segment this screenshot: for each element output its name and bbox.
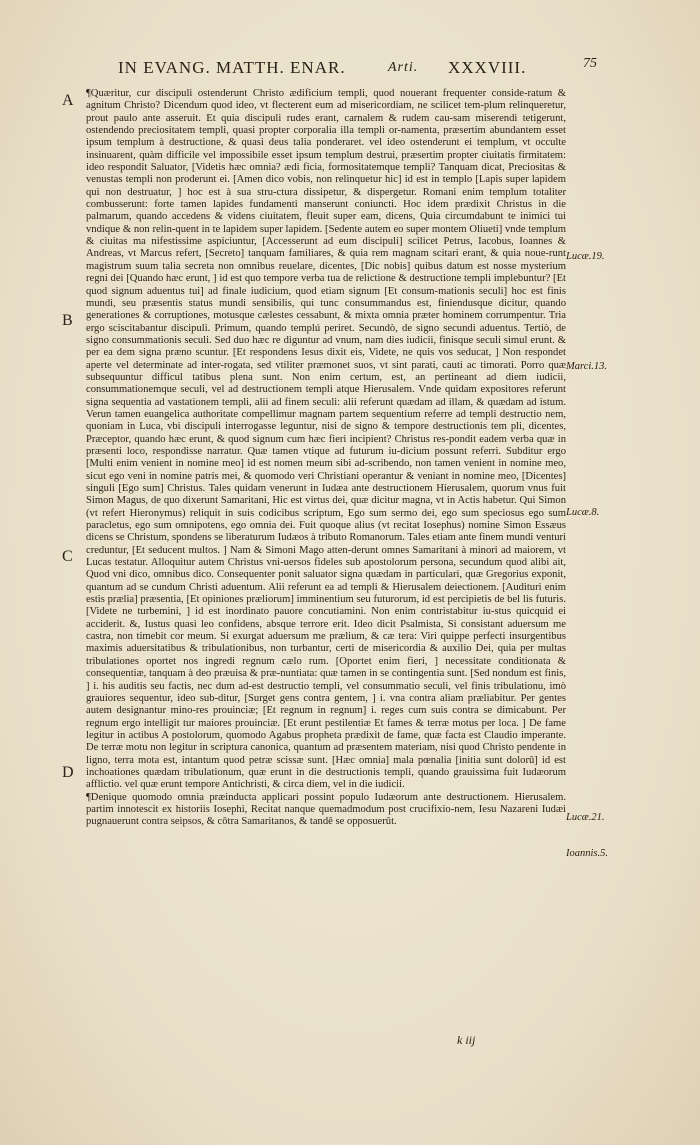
margin-reference: Ioannis.5.	[566, 848, 608, 859]
paragraph: ¶Quæritur, cur discipuli ostenderunt Christo ædificium templi, quod nouerant frequenter conside-ratum & agnitum Christo? Dicendum quod ideo, vt flecterent eum ad misericordiam, ne scilicet tem-plum relinqueretur, prout paulo ante asseruit. Et quia discipuli rudes erant, carnalem & rudem cau-sam miserendi tetigerunt, ostendendo preciositatem templi, quasi propter corporalia illa templi or-namenta, præsertim abundantem esset ipsum templum à destructione, & quasi deus talia ponderaret. vel ideo ostenderunt ei templum, vt occulte insinuarent, quàm difficile vel impossibile esset ipsum templum destrui, præsertim propter ciuitatis firmitatem: ideo respondit Saluator, [Videtis hæc omnia? ædi ficia, formositatemque templi? Tanquam dicat, Preciositas & venustas templi non proderunt ei. [Amen dico vobis, non relinquetur hic] id est in templo [Lapis super lapidem qui non destruatur, ] hoc est à sua stru-ctura dissipetur, & dispergetur. Romani enim templum totaliter combusserunt: forte tamen lapides fundamenti manserunt coniuncti. Hoc idem prædixit Christus in die palmarum, quando accedens & videns ciuitatem, fleuit super eam, dicens, Quia circumdabunt te inimici tui vndique & non relin-quent in te lapidem super lapidem. [Sedente autem eo super montem Oliueti] vnde templum & ciuitas ma nifestissime aspiciuntur, [Accesserunt ad eum discipuli] scilicet Petrus, Iacobus, Ioannes & Andreas, vt Marcus refert, [Secreto] tanquam familiares, & quia rem magnam scitari erant, & quia noue-runt magistrum suum talia secreta non omnibus reuelare, dicentes, [Dic nobis] quibus datum est nosse mysterium regni dei [Quando hæc erunt, ] id est quo tempore verba tua de relictione & destructione templi implebuntur? [Et quod signum aduentus tui] ad finale iudicium, quod etiam signum [Et consum-mationis seculi] hoc est finis mundi, seu præsentis status mundi sensibilis, qui tunc consummandus est, finiendusque dicitur, quando generationes & corruptiones, motusque cælestes cessabunt, & mixta omnia præter hominem corrumpentur. Tria ergo sciscitabantur discipuli. Primum, quando templú periret. Secundò, de signo secundi aduentus. Tertiò, de signo consummationis seculi. Sed duo hæc re diguntur ad vnum, nam dies iudicii, finisque seculi simul erunt. & per ea dem signa præno scuntur. [Et respondens Iesus dixit eis, Videte, ne quis vos seducat, ] Non respondet aperte vel determinate ad inter-rogata, sed vtiliter præmonet suos, vt sint parati, cauti ac timorati. Porro quæ subsequuntur difficul tatibus plena sunt. Non enim certum, est, an pertineant ad diem iudicii, consummationemque seculi, vel ad destructionem templi atque Hierusalem. Vnde quidam expositores referunt signa sequentia ad vastationem templi, alii ad finem seculi: alii referunt quædam ad illam, & quædam ad istum. Verun tamen euangelica authoritate compellimur magnam partem sequentium referre ad templi destructio nem, quoniam in Luca, vbi discipuli interrogasse leguntur, nisi de signo & tempore destructionis tem pli, dicentes, Præceptor, quando hæc erunt, & quod signum cum hæc fieri incipient? Christus res-pondit eadem verba quæ in præsenti loco, respondisse narratur. Quæ tamen vtique ad futurum iu-dicium possunt referri. Subditur ergo [Multi enim venient in nomine meo] id est nomen meum sibi ad-scribendo, non tamen venient in nomine meo, sicut ego veni in nomine patris mei, & quomodo veri Christiani operantur & veniant in nomine meo, [Dicentes] singuli [Ego sum] Christus. Tales quidam venerunt in Iudæa ante destructionem Hierusalem, quorum vnus fuit Simon Magus, de quo dixerunt Samaritani, Hic est virtus dei, quæ dicitur magna, vt in Actis habetur. Qui Simon (vt refert Hieronymus) reliquit in suis codicibus scriptum, Ego sum sermo dei, ego sum speciosus ego sum paracletus, ego sum omnipotens, ego omnia dei. Fuit quoque alius (vt recitat Iosephus) nomine Simon Essæus dicens se Christum, spondens se liberaturum Iudæos à tributo Romanorum. Tales etiam ante finem mundi venturi creduntur, [Et seducent multos. ] Nam & Simoni Mago atten-derunt omnes Samaritani à minori ad maiorem, vt Lucas testatur. Alloquitur autem Christus vni-uersos fideles sub apostolorum persona, secundum quod alibi ait, Quod vni dico, omnibus dico. Consequenter ponit saluator signa quædam in particulari, quæ Gregorius exponit, quantum ad se cundum Christi aduentum. Alii referunt ea ad templi & Hierusalem deiectionem. [Audituri enim estis prælia] præsentia, [Et opiniones præliorum] imminentium seu futurorum, id est percipietis de bel lis futuris. [Videte ne turbemini, ] id est inordinato pauore concutiamini. Non enim contristabitur iu-stus quicquid ei acciderit. &, Iustus quasi leo confidens, absque terrore erit. Ideo dicit Psalmista, Si consistant aduersum me castra, non timebit cor meum. Si exurgat aduersum me prælium, & cæ tera: Viri quippe perfecti insurgentibus maximis aduersitatibus & tribulationibus, non turbantur, certi de misericordia & auxilio Dei, quia per multas tribulationes oportet nos ingredi regnum cælo rum. [Oportet enim fieri, ] necessitate conditionata & consequentiæ, tanquam à deo præuisa & præ-nuntiata: quæ tamen in se contingentia sunt. [Sed nondum est finis, ] i. his auditis seu factis, nec dum ad-est destructio templi, vel consummatio seculi, vel finis tribulationu, imò grauiores sequentur, ideo sub-ditur, [Surget gens contra gentem, ] i. vna contra aliam præliabitur. Per gentes autem designantur mino-res prouinciæ; [Et regnum in regnum] i. reges cum suis contra se dimicabunt. Per regnum ergo intelligit tur maiores prouinciæ. [Et erunt pestilentiæ Et fames & terræ motus per loca. ] De fame legitur in actibus A postolorum, quomodo Agabus propheta prædixit de fame, quæ facta est Claudio imperante. De terræ motu non legitur in scriptura canonica, quantum ad præsentem materiam, nisi quod Christo pendente in ligno, terra mota est, intantum quod petræ scissæ sunt. [Hæc omnia] mala pœnalia [initia sunt dolorū] id est inchoationes quædam tribulationum, quæ erunt in die destructionis templi, quando grauissima fuit Iudæorum afflictio. vel quæ erunt tempore Antichristi, & circa diem, vel in die iudicii.	[86, 88, 566, 791]
section-marker-a: A	[62, 92, 74, 109]
section-marker-b: B	[62, 312, 73, 329]
folio-number: 75	[583, 56, 597, 71]
signature-mark: k iij	[457, 1033, 476, 1047]
paragraph: ¶Denique quomodo omnia præinducta applicari possint populo Iudæorum ante destructionem. Hierusalem. partim innotescit ex historiis Iosephi, Recitat nanque quemadmodum post crucifixio-nem, Iesu Nazareni Iudæi pugnauerunt contra seipsos, & cōtra Samaritanos, & tandē se opposuerūt.	[86, 791, 566, 828]
running-title: IN EVANG. MATTH. ENAR.	[118, 58, 346, 77]
article-label: Arti.	[388, 60, 419, 75]
section-marker-c: C	[62, 548, 73, 565]
article-number: XXXVIII.	[448, 58, 527, 77]
running-header	[118, 58, 578, 84]
margin-reference: Lucæ.8.	[566, 507, 600, 518]
margin-reference: Lucæ.19.	[566, 251, 605, 262]
section-marker-d: D	[62, 764, 74, 781]
margin-reference: Marci.13.	[566, 361, 608, 372]
body-text	[86, 88, 566, 829]
margin-reference: Lucæ.21.	[566, 812, 605, 823]
